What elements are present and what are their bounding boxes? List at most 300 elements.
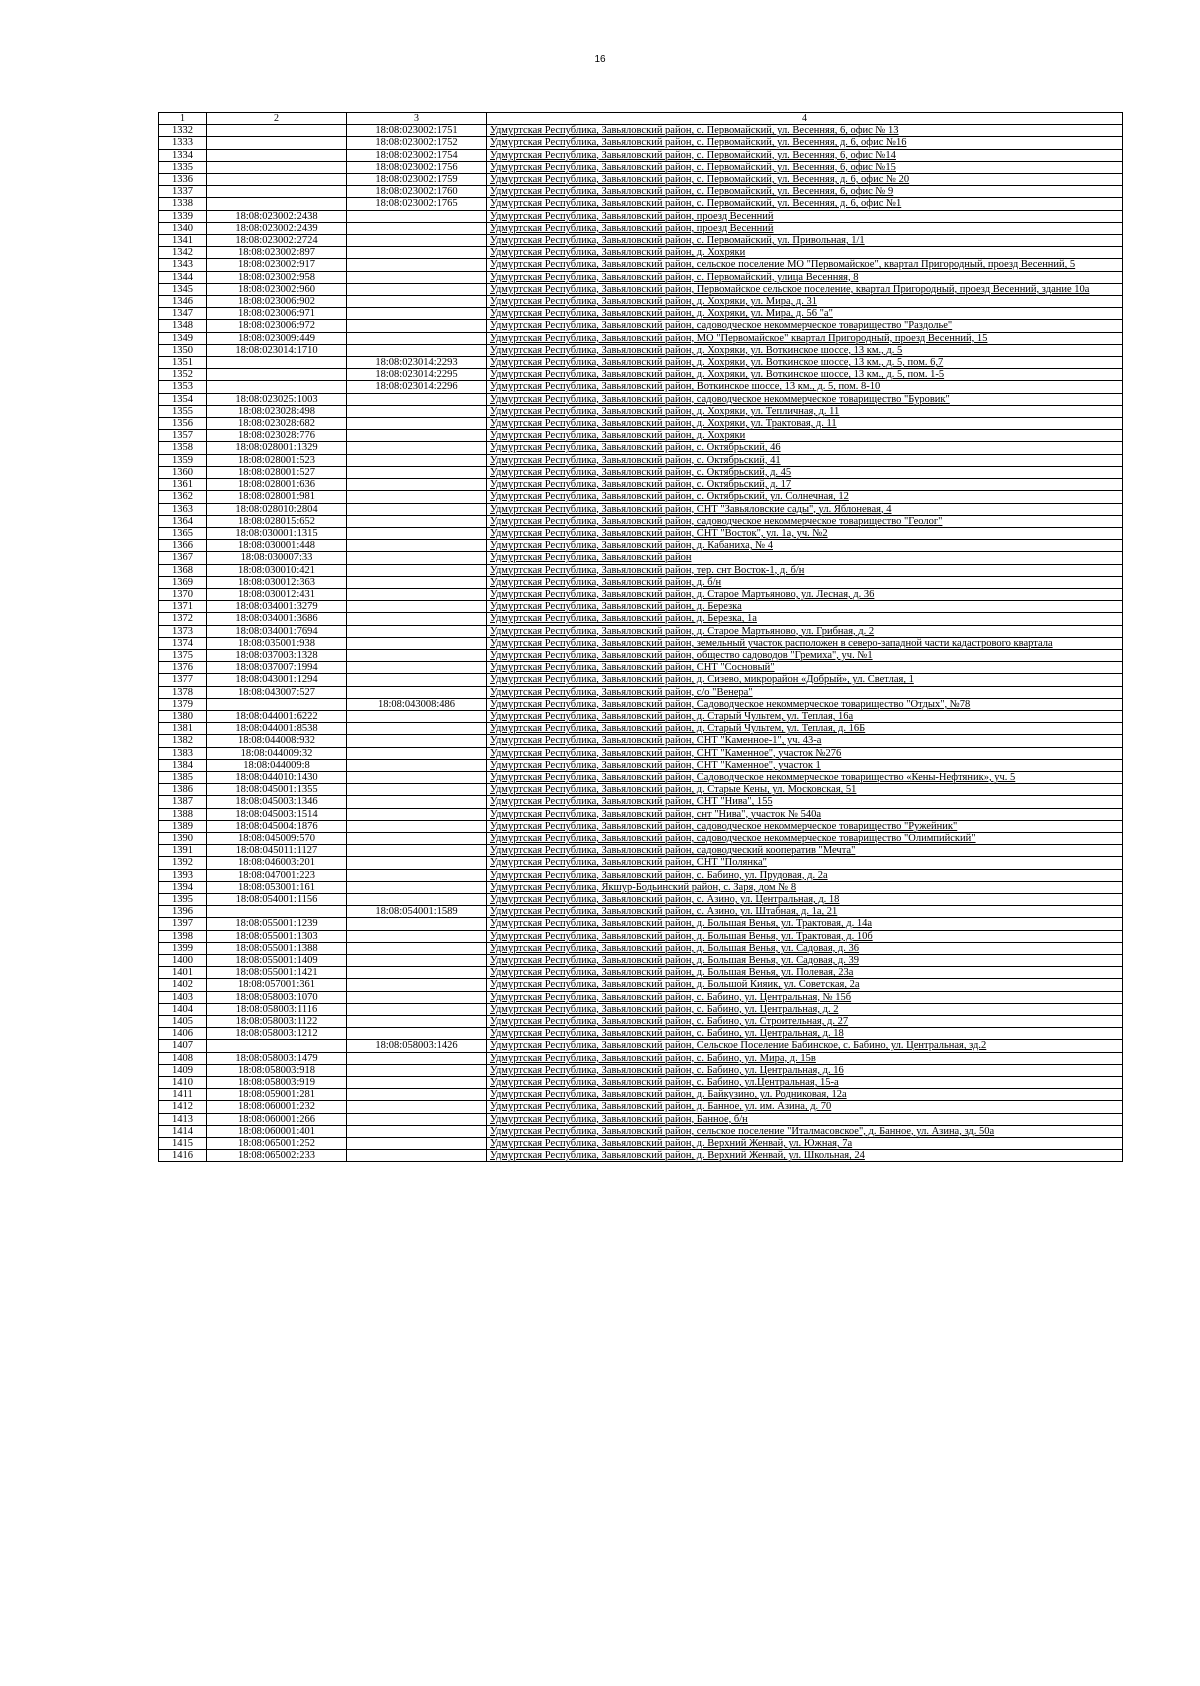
table-row [159, 174, 1123, 186]
parcel-number-col3 [347, 491, 487, 503]
table-row [159, 662, 1123, 674]
parcel-number-col2: 18:08:037007:1994 [207, 662, 347, 674]
address: Удмуртская Республика, Завьяловский район, д. Старый Чультем, ул. Теплая, д. 16Б [487, 723, 1123, 735]
table-row [159, 881, 1123, 893]
parcel-number-col2: 18:08:058003:1479 [207, 1052, 347, 1064]
row-number: 1370 [159, 588, 207, 600]
address: Удмуртская Республика, Завьяловский район, д. Березка [487, 601, 1123, 613]
address: Удмуртская Республика, Завьяловский район, д. Байкузино, ул. Родниковая, 12а [487, 1089, 1123, 1101]
parcel-number-col3 [347, 259, 487, 271]
parcel-number-col3 [347, 515, 487, 527]
parcel-number-col3 [347, 942, 487, 954]
table-row [159, 918, 1123, 930]
address: Удмуртская Республика, Завьяловский район, сельское поселение "Италмасовское", д. Банное, ул. Азина, зд. 50а [487, 1125, 1123, 1137]
table-row [159, 308, 1123, 320]
parcel-number-col2: 18:08:023006:972 [207, 320, 347, 332]
address: Удмуртская Республика, Завьяловский район, СНТ "Каменное", участок №276 [487, 747, 1123, 759]
row-number: 1348 [159, 320, 207, 332]
table-row [159, 613, 1123, 625]
parcel-number-col2: 18:08:047001:223 [207, 869, 347, 881]
parcel-number-col2: 18:08:037003:1328 [207, 649, 347, 661]
table-row [159, 247, 1123, 259]
parcel-number-col3 [347, 967, 487, 979]
address: Удмуртская Республика, Завьяловский район, Первомайское сельское поселение, квартал Пригородный, проезд Весенний, здание 10а [487, 283, 1123, 295]
row-number: 1413 [159, 1113, 207, 1125]
parcel-number-col2: 18:08:034001:7694 [207, 625, 347, 637]
parcel-number-col2: 18:08:045003:1514 [207, 808, 347, 820]
parcel-number-col3 [347, 332, 487, 344]
parcel-number-col2: 18:08:023002:960 [207, 283, 347, 295]
parcel-number-col2: 18:08:028001:523 [207, 454, 347, 466]
row-number: 1378 [159, 686, 207, 698]
row-number: 1409 [159, 1064, 207, 1076]
parcel-number-col3 [347, 271, 487, 283]
table-row [159, 784, 1123, 796]
row-number: 1338 [159, 198, 207, 210]
parcel-number-col2: 18:08:060001:232 [207, 1101, 347, 1113]
parcel-number-col3 [347, 552, 487, 564]
table-row [159, 649, 1123, 661]
address: Удмуртская Республика, Завьяловский район, проезд Весенний [487, 210, 1123, 222]
row-number: 1410 [159, 1077, 207, 1089]
table-row [159, 271, 1123, 283]
parcel-number-col2: 18:08:023006:971 [207, 308, 347, 320]
address: Удмуртская Республика, Завьяловский район, садоводческое некоммерческое товарищество "Олимпийский" [487, 832, 1123, 844]
table-row [159, 540, 1123, 552]
parcel-number-col2: 18:08:035001:938 [207, 637, 347, 649]
address: Удмуртская Республика, Завьяловский район, с. Азино, ул. Центральная, д. 18 [487, 894, 1123, 906]
table-row [159, 1064, 1123, 1076]
parcel-number-col2: 18:08:023002:2438 [207, 210, 347, 222]
parcel-number-col2: 18:08:028001:636 [207, 479, 347, 491]
parcel-number-col2: 18:08:023002:2439 [207, 222, 347, 234]
address: Удмуртская Республика, Завьяловский район, д. Старые Кены, ул. Московская, 51 [487, 784, 1123, 796]
table-row [159, 967, 1123, 979]
header-col-3: 3 [347, 113, 487, 125]
address: Удмуртская Республика, Завьяловский район [487, 552, 1123, 564]
row-number: 1374 [159, 637, 207, 649]
parcel-number-col2: 18:08:030012:431 [207, 588, 347, 600]
row-number: 1377 [159, 674, 207, 686]
row-number: 1364 [159, 515, 207, 527]
parcel-number-col2: 18:08:045001:1355 [207, 784, 347, 796]
address: Удмуртская Республика, Завьяловский район, д. Большая Венья, ул. Трактовая, д. 10б [487, 930, 1123, 942]
row-number: 1400 [159, 955, 207, 967]
row-number: 1358 [159, 442, 207, 454]
parcel-number-col2: 18:08:044009:32 [207, 747, 347, 759]
parcel-number-col3 [347, 1101, 487, 1113]
parcel-number-col3 [347, 735, 487, 747]
parcel-number-col3 [347, 466, 487, 478]
parcel-number-col3 [347, 564, 487, 576]
address: Удмуртская Республика, Завьяловский район, д. Хохряки, ул. Трактовая, д. 11 [487, 418, 1123, 430]
table-row [159, 845, 1123, 857]
address: Удмуртская Республика, Завьяловский район, д. Березка, 1а [487, 613, 1123, 625]
address: Удмуртская Республика, Завьяловский район, садоводческое некоммерческое товарищество "Ружейник" [487, 820, 1123, 832]
parcel-number-col2: 18:08:028015:652 [207, 515, 347, 527]
row-number: 1373 [159, 625, 207, 637]
parcel-number-col3 [347, 662, 487, 674]
parcel-number-col3 [347, 747, 487, 759]
table-row [159, 625, 1123, 637]
row-number: 1393 [159, 869, 207, 881]
table-row [159, 637, 1123, 649]
parcel-number-col3 [347, 308, 487, 320]
parcel-number-col3 [347, 588, 487, 600]
table-row [159, 820, 1123, 832]
row-number: 1354 [159, 393, 207, 405]
parcel-number-col3 [347, 686, 487, 698]
parcel-number-col3 [347, 845, 487, 857]
parcel-number-col3 [347, 1003, 487, 1015]
parcel-number-col2: 18:08:030007:33 [207, 552, 347, 564]
address: Удмуртская Республика, Завьяловский район, проезд Весенний [487, 222, 1123, 234]
address: Удмуртская Республика, Завьяловский район, Банное, б/н [487, 1113, 1123, 1125]
table-row [159, 723, 1123, 735]
parcel-number-col3: 18:08:058003:1426 [347, 1040, 487, 1052]
table-row [159, 405, 1123, 417]
row-number: 1390 [159, 832, 207, 844]
parcel-number-col3 [347, 283, 487, 295]
parcel-number-col3: 18:08:023014:2293 [347, 357, 487, 369]
parcel-number-col3 [347, 247, 487, 259]
parcel-number-col2: 18:08:065002:233 [207, 1150, 347, 1162]
address: Удмуртская Республика, Завьяловский район, садоводческое некоммерческое товарищество "Буровик" [487, 393, 1123, 405]
row-number: 1341 [159, 235, 207, 247]
parcel-number-col2: 18:08:044009:8 [207, 759, 347, 771]
row-number: 1366 [159, 540, 207, 552]
address: Удмуртская Республика, Завьяловский район, д. Большой Кияик, ул. Советская, 2а [487, 979, 1123, 991]
parcel-number-col2: 18:08:044008:932 [207, 735, 347, 747]
parcel-number-col2: 18:08:060001:266 [207, 1113, 347, 1125]
parcel-number-col2: 18:08:058003:1116 [207, 1003, 347, 1015]
row-number: 1357 [159, 430, 207, 442]
parcel-number-col3 [347, 857, 487, 869]
table-row [159, 869, 1123, 881]
row-number: 1356 [159, 418, 207, 430]
table-row [159, 698, 1123, 710]
address: Удмуртская Республика, Завьяловский район, садоводческий кооператив "Мечта" [487, 845, 1123, 857]
address: Удмуртская Республика, Завьяловский район, с. Первомайский, ул. Весенняя, 6, офис № 9 [487, 186, 1123, 198]
address: Удмуртская Республика, Завьяловский район, с. Первомайский, ул. Весенняя, 6, офис №14 [487, 149, 1123, 161]
parcel-number-col3 [347, 955, 487, 967]
parcel-number-col3: 18:08:023002:1754 [347, 149, 487, 161]
parcel-number-col2: 18:08:034001:3279 [207, 601, 347, 613]
row-number: 1396 [159, 906, 207, 918]
parcel-number-col2: 18:08:054001:1156 [207, 894, 347, 906]
row-number: 1395 [159, 894, 207, 906]
row-number: 1392 [159, 857, 207, 869]
parcel-number-col2: 18:08:023009:449 [207, 332, 347, 344]
address: Удмуртская Республика, Завьяловский район, снт "Нива", участок № 540а [487, 808, 1123, 820]
row-number: 1389 [159, 820, 207, 832]
address: Удмуртская Республика, Завьяловский район, д. Хохряки, ул. Воткинское шоссе, 13 км., д. 5 [487, 344, 1123, 356]
address: Удмуртская Республика, Завьяловский район, Садоводческое некоммерческое товарищество «Кены-Нефтяник», уч. 5 [487, 771, 1123, 783]
parcel-number-col2: 18:08:058003:1212 [207, 1028, 347, 1040]
row-number: 1379 [159, 698, 207, 710]
parcel-number-col3 [347, 991, 487, 1003]
table-row [159, 979, 1123, 991]
table-row [159, 1101, 1123, 1113]
parcel-number-col3: 18:08:023014:2296 [347, 381, 487, 393]
parcel-number-col2: 18:08:023028:682 [207, 418, 347, 430]
parcel-number-col2: 18:08:055001:1239 [207, 918, 347, 930]
parcel-number-col2: 18:08:055001:1421 [207, 967, 347, 979]
address: Удмуртская Республика, Завьяловский район, с. Бабино, ул. Центральная, д. 16 [487, 1064, 1123, 1076]
address: Удмуртская Республика, Завьяловский район, СНТ "Восток", ул. 1а, уч. №2 [487, 527, 1123, 539]
parcel-number-col2: 18:08:023002:917 [207, 259, 347, 271]
table-row [159, 710, 1123, 722]
parcel-number-col3 [347, 869, 487, 881]
parcel-number-col2: 18:08:023002:2724 [207, 235, 347, 247]
table-row [159, 686, 1123, 698]
table-row [159, 491, 1123, 503]
parcel-number-col2 [207, 186, 347, 198]
address: Удмуртская Республика, Завьяловский район, д. Банное, ул. им. Азина, д. 70 [487, 1101, 1123, 1113]
parcel-number-col2: 18:08:023028:776 [207, 430, 347, 442]
row-number: 1383 [159, 747, 207, 759]
address: Удмуртская Республика, Завьяловский район, д. Сизево, микрорайон «Добрый», ул. Светлая, 1 [487, 674, 1123, 686]
table-row [159, 832, 1123, 844]
table-row [159, 466, 1123, 478]
address: Удмуртская Республика, Завьяловский район, с. Октябрьский, д. 17 [487, 479, 1123, 491]
parcel-number-col2: 18:08:045003:1346 [207, 796, 347, 808]
parcel-number-col3 [347, 1064, 487, 1076]
parcel-number-col2: 18:08:055001:1409 [207, 955, 347, 967]
address: Удмуртская Республика, Завьяловский район, д. Старое Мартьяново, ул. Лесная, д. 36 [487, 588, 1123, 600]
table-row [159, 906, 1123, 918]
parcel-number-col3 [347, 808, 487, 820]
address: Удмуртская Республика, Завьяловский район, с. Октябрьский, 41 [487, 454, 1123, 466]
table-row [159, 601, 1123, 613]
address: Удмуртская Республика, Завьяловский район, д. Хохряки, ул. Воткинское шоссе, 13 км., д. 5, пом. 1-5 [487, 369, 1123, 381]
address: Удмуртская Республика, Завьяловский район, с. Октябрьский, ул. Солнечная, 12 [487, 491, 1123, 503]
table-row [159, 442, 1123, 454]
address: Удмуртская Республика, Завьяловский район, СНТ "Каменное", участок 1 [487, 759, 1123, 771]
parcel-number-col3 [347, 881, 487, 893]
parcel-number-col3 [347, 503, 487, 515]
table-row [159, 161, 1123, 173]
table-row [159, 210, 1123, 222]
address: Удмуртская Республика, Завьяловский район, с. Первомайский, ул. Весенняя, д. 6, офис №16 [487, 137, 1123, 149]
parcel-number-col2: 18:08:028001:1329 [207, 442, 347, 454]
parcel-number-col3 [347, 710, 487, 722]
table-row [159, 991, 1123, 1003]
table-row [159, 320, 1123, 332]
row-number: 1339 [159, 210, 207, 222]
table-row [159, 1016, 1123, 1028]
row-number: 1411 [159, 1089, 207, 1101]
address: Удмуртская Республика, Завьяловский район, земельный участок расположен в северо-западной части кадастрового квартала [487, 637, 1123, 649]
address: Удмуртская Республика, Завьяловский район, д. Большая Венья, ул. Полевая, 23а [487, 967, 1123, 979]
row-number: 1402 [159, 979, 207, 991]
parcel-number-col2: 18:08:046003:201 [207, 857, 347, 869]
address: Удмуртская Республика, Завьяловский район, д. Большая Венья, ул. Садовая, д. 36 [487, 942, 1123, 954]
address: Удмуртская Республика, Завьяловский район, тер. снт Восток-1, д. б/н [487, 564, 1123, 576]
address: Удмуртская Республика, Завьяловский район, д. Старый Чультем, ул. Теплая, 16а [487, 710, 1123, 722]
row-number: 1415 [159, 1138, 207, 1150]
table-row [159, 564, 1123, 576]
address: Удмуртская Республика, Завьяловский район, д. Верхний Женвай, ул. Южная, 7а [487, 1138, 1123, 1150]
row-number: 1385 [159, 771, 207, 783]
parcel-number-col2: 18:08:058003:1122 [207, 1016, 347, 1028]
parcel-number-col3 [347, 430, 487, 442]
parcel-number-col2 [207, 137, 347, 149]
row-number: 1394 [159, 881, 207, 893]
parcel-number-col3 [347, 649, 487, 661]
parcel-number-col2 [207, 125, 347, 137]
table-row [159, 344, 1123, 356]
table-row [159, 296, 1123, 308]
table-row [159, 283, 1123, 295]
parcel-number-col3: 18:08:023002:1756 [347, 161, 487, 173]
parcel-number-col2: 18:08:028010:2804 [207, 503, 347, 515]
table-row [159, 479, 1123, 491]
table-row [159, 515, 1123, 527]
parcel-number-col2: 18:08:030012:363 [207, 576, 347, 588]
row-number: 1334 [159, 149, 207, 161]
parcel-number-col2 [207, 174, 347, 186]
parcel-number-col3 [347, 540, 487, 552]
parcel-number-col3 [347, 235, 487, 247]
table-row [159, 942, 1123, 954]
address: Удмуртская Республика, Завьяловский район, с. Бабино, ул. Центральная, д. 18 [487, 1028, 1123, 1040]
table-row [159, 1003, 1123, 1015]
row-number: 1384 [159, 759, 207, 771]
header-col-2: 2 [207, 113, 347, 125]
row-number: 1386 [159, 784, 207, 796]
table-row [159, 930, 1123, 942]
row-number: 1381 [159, 723, 207, 735]
table-row [159, 430, 1123, 442]
table-row [159, 357, 1123, 369]
parcel-number-col2: 18:08:057001:361 [207, 979, 347, 991]
parcel-number-col2: 18:08:028001:981 [207, 491, 347, 503]
table-row [159, 747, 1123, 759]
table-row [159, 149, 1123, 161]
row-number: 1345 [159, 283, 207, 295]
parcel-number-col2: 18:08:045009:570 [207, 832, 347, 844]
table-row [159, 1040, 1123, 1052]
parcel-number-col3 [347, 527, 487, 539]
row-number: 1352 [159, 369, 207, 381]
address: Удмуртская Республика, Завьяловский район, МО "Первомайское" квартал Пригородный, проезд Весенний, 15 [487, 332, 1123, 344]
address: Удмуртская Республика, Завьяловский район, д. Хохряки, ул. Мира, д. 31 [487, 296, 1123, 308]
parcel-number-col3 [347, 1125, 487, 1137]
parcel-number-col2: 18:08:065001:252 [207, 1138, 347, 1150]
table-row [159, 1113, 1123, 1125]
table-row [159, 1089, 1123, 1101]
table-row [159, 674, 1123, 686]
parcel-number-col3 [347, 601, 487, 613]
address: Удмуртская Республика, Завьяловский район, СНТ "Полянка" [487, 857, 1123, 869]
row-number: 1408 [159, 1052, 207, 1064]
row-number: 1388 [159, 808, 207, 820]
address: Удмуртская Республика, Завьяловский район, д. Хохряки, ул. Воткинское шоссе, 13 км., д. 5, пом. 6,7 [487, 357, 1123, 369]
parcel-number-col3 [347, 1089, 487, 1101]
row-number: 1344 [159, 271, 207, 283]
address: Удмуртская Республика, Завьяловский район, с. Бабино, ул. Центральная, № 15б [487, 991, 1123, 1003]
address: Удмуртская Республика, Завьяловский район, д. Старое Мартьяново, ул. Грибная, д. 2 [487, 625, 1123, 637]
parcel-number-col2: 18:08:028001:527 [207, 466, 347, 478]
parcel-number-col3: 18:08:023002:1752 [347, 137, 487, 149]
parcel-number-col2: 18:08:045004:1876 [207, 820, 347, 832]
parcel-number-col3 [347, 1077, 487, 1089]
parcel-number-col3 [347, 1138, 487, 1150]
row-number: 1342 [159, 247, 207, 259]
parcel-number-col3 [347, 1016, 487, 1028]
row-number: 1387 [159, 796, 207, 808]
table-row [159, 222, 1123, 234]
row-number: 1376 [159, 662, 207, 674]
address: Удмуртская Республика, Завьяловский район, с. Азино, ул. Штабная, д. 1а, 21 [487, 906, 1123, 918]
parcel-number-col3 [347, 210, 487, 222]
row-number: 1355 [159, 405, 207, 417]
address: Удмуртская Республика, Завьяловский район, с. Октябрьский, 46 [487, 442, 1123, 454]
row-number: 1367 [159, 552, 207, 564]
address: Удмуртская Республика, Завьяловский район, д. Верхний Женвай, ул. Школьная, 24 [487, 1150, 1123, 1162]
header-col-1: 1 [159, 113, 207, 125]
parcel-number-col2: 18:08:023006:902 [207, 296, 347, 308]
parcel-number-col2: 18:08:023002:897 [207, 247, 347, 259]
address: Удмуртская Республика, Завьяловский район, д. Большая Венья, ул. Садовая, д. 39 [487, 955, 1123, 967]
parcel-number-col3 [347, 344, 487, 356]
parcel-number-col2: 18:08:053001:161 [207, 881, 347, 893]
parcel-number-col3 [347, 1052, 487, 1064]
table-row [159, 894, 1123, 906]
row-number: 1382 [159, 735, 207, 747]
table-row [159, 235, 1123, 247]
parcel-number-col3 [347, 442, 487, 454]
parcel-number-col3: 18:08:054001:1589 [347, 906, 487, 918]
row-number: 1335 [159, 161, 207, 173]
row-number: 1359 [159, 454, 207, 466]
parcel-number-col3 [347, 1028, 487, 1040]
parcel-number-col2 [207, 149, 347, 161]
parcel-number-col2 [207, 161, 347, 173]
table-row [159, 381, 1123, 393]
row-number: 1399 [159, 942, 207, 954]
address: Удмуртская Республика, Завьяловский район, садоводческое некоммерческое товарищество "Раздолье" [487, 320, 1123, 332]
parcel-number-col3 [347, 918, 487, 930]
row-number: 1405 [159, 1016, 207, 1028]
row-number: 1365 [159, 527, 207, 539]
parcel-number-col2: 18:08:043007:527 [207, 686, 347, 698]
parcel-number-col3 [347, 771, 487, 783]
parcel-number-col3: 18:08:023002:1760 [347, 186, 487, 198]
row-number: 1347 [159, 308, 207, 320]
page-number: 16 [594, 54, 606, 65]
parcel-number-col2: 18:08:023028:498 [207, 405, 347, 417]
header-col-4: 4 [487, 113, 1123, 125]
address: Удмуртская Республика, Завьяловский район, д. Кабаниха, № 4 [487, 540, 1123, 552]
address: Удмуртская Республика, Завьяловский район, с. Первомайский, ул. Весенняя, д. 6, офис № 20 [487, 174, 1123, 186]
table-row [159, 857, 1123, 869]
address: Удмуртская Республика, Завьяловский район, СНТ "Каменное-1", уч. 43-а [487, 735, 1123, 747]
row-number: 1391 [159, 845, 207, 857]
row-number: 1349 [159, 332, 207, 344]
parcel-number-col2 [207, 369, 347, 381]
table-row [159, 1028, 1123, 1040]
parcel-number-col3 [347, 222, 487, 234]
address: Удмуртская Республика, Завьяловский район, д. Хохряки [487, 430, 1123, 442]
address: Удмуртская Республика, Завьяловский район, Сельское Поселение Бабинское, с. Бабино, ул. Центральная, зд.2 [487, 1040, 1123, 1052]
parcel-number-col2: 18:08:034001:3686 [207, 613, 347, 625]
table-row [159, 393, 1123, 405]
table-row [159, 1077, 1123, 1089]
parcel-number-col2: 18:08:058003:1070 [207, 991, 347, 1003]
parcel-number-col2 [207, 906, 347, 918]
